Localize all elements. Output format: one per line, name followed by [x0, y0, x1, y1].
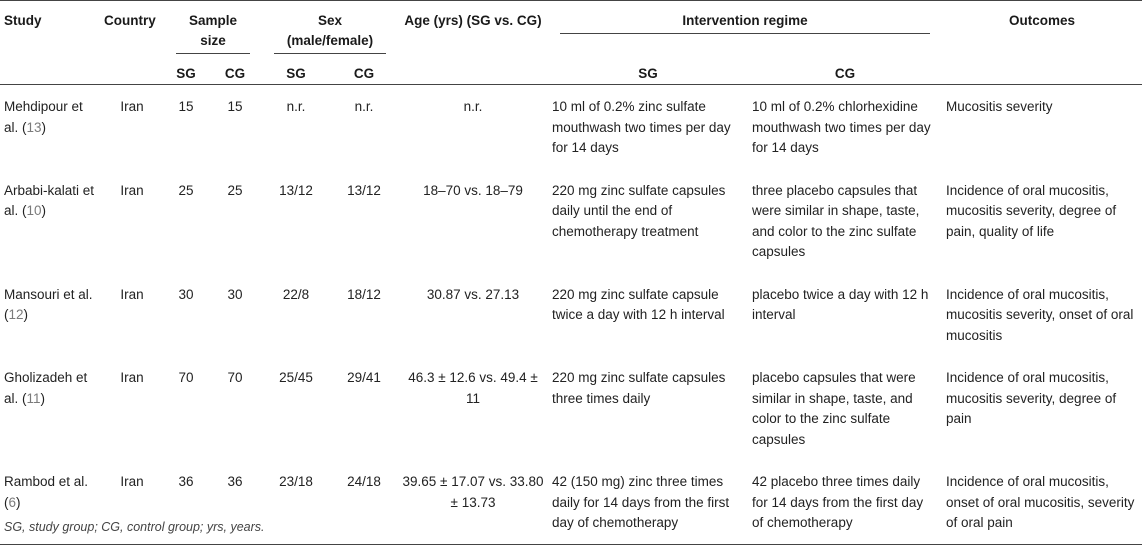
- header-outcomes: Outcomes: [1009, 13, 1076, 28]
- intervention-sg-cell: 220 mg zinc sulfate capsules three times daily: [552, 370, 726, 406]
- intervention-cg-cell: placebo capsules that were similar in shape, taste, and color to the zinc sulfate capsules: [752, 370, 916, 447]
- header-study: Study: [4, 13, 42, 28]
- age-cell: 46.3 ± 12.6 vs. 49.4 ± 11: [408, 370, 538, 406]
- table-row: [0, 169, 1142, 273]
- table-footnote: SG, study group; CG, control group; yrs, years.: [4, 520, 265, 534]
- country-cell: Iran: [120, 370, 144, 385]
- outcomes-cell: Incidence of oral mucositis, mucositis severity, degree of pain: [946, 370, 1117, 426]
- sample-sg-cell: 30: [178, 286, 194, 302]
- intervention-cg-cell: 10 ml of 0.2% chlorhexidine mouthwash two times per day for 14 days: [752, 99, 931, 155]
- table-row: [0, 356, 1142, 460]
- sex-cg-cell: 18/12: [347, 286, 381, 302]
- citation-link[interactable]: 10: [26, 203, 42, 218]
- sample-sg-cell: 15: [178, 99, 194, 114]
- header-row: [0, 1, 1142, 55]
- age-cell: n.r.: [463, 99, 483, 114]
- header-country: Country: [104, 13, 156, 28]
- intervention-cg-cell: three placebo capsules that were similar in shape, taste, and color to the zinc sulfate capsules: [752, 182, 920, 259]
- outcomes-cell: Incidence of oral mucositis, mucositis severity, degree of pain, quality of life: [946, 182, 1117, 239]
- intervention-sg-cell: 42 (150 mg) zinc three times daily for 14 days from the first day of chemotherapy: [552, 474, 730, 530]
- sex-cg-cell: 29/41: [347, 370, 381, 385]
- study-cell: Mehdipour et al. (13): [4, 99, 83, 135]
- sex-sg-cell: 25/45: [279, 370, 313, 385]
- subheader-intervention-cg: CG: [834, 66, 856, 81]
- citation-link[interactable]: 13: [26, 119, 42, 135]
- sample-cg-cell: 25: [227, 182, 243, 198]
- intervention-sg-cell: 220 mg zinc sulfate capsules daily until the end of chemotherapy treatment: [552, 182, 726, 239]
- sex-sg-cell: 23/18: [279, 474, 313, 489]
- intervention-sg-cell: 220 mg zinc sulfate capsule twice a day with 12 h interval: [552, 286, 725, 322]
- citation-link[interactable]: 12: [8, 307, 24, 322]
- sample-cg-cell: 36: [227, 474, 243, 489]
- sex-sg-cell: 22/8: [282, 286, 310, 302]
- sample-cg-cell: 15: [227, 99, 243, 114]
- intervention-cg-cell: placebo twice a day with 12 h interval: [752, 286, 929, 322]
- outcomes-cell: Incidence of oral mucositis, onset of oral mucositis, severity of oral pain: [946, 474, 1135, 530]
- citation-link[interactable]: 6: [8, 494, 17, 510]
- sample-sg-cell: 70: [178, 370, 194, 385]
- study-cell: Arbabi-kalati et al. (10): [4, 182, 95, 218]
- sample-sg-cell: 36: [178, 474, 194, 489]
- sample-cg-cell: 30: [227, 286, 243, 302]
- country-cell: Iran: [120, 182, 144, 198]
- subheader-sex-cg: CG: [353, 66, 375, 81]
- header-sex: Sex (male/female): [262, 1, 398, 55]
- study-cell: Mansouri et al. (12): [4, 286, 93, 322]
- header-age: Age (yrs) (SG vs. CG): [404, 13, 542, 28]
- sample-cg-cell: 70: [227, 370, 243, 385]
- age-cell: 30.87 vs. 27.13: [426, 286, 520, 302]
- study-cell: Gholizadeh et al. (11): [4, 370, 88, 406]
- outcomes-cell: Mucositis severity: [946, 99, 1053, 114]
- sex-cg-cell: 13/12: [347, 182, 381, 198]
- sex-cg-cell: 24/18: [347, 474, 381, 489]
- sex-sg-cell: n.r.: [286, 99, 306, 114]
- sample-sg-cell: 25: [178, 182, 194, 198]
- subheader-sex-sg: SG: [286, 66, 306, 81]
- citation-link[interactable]: 11: [26, 390, 41, 406]
- header-intervention: Intervention regime: [548, 1, 942, 55]
- country-cell: Iran: [120, 474, 144, 489]
- subheader-sample-sg: SG: [176, 66, 196, 81]
- age-cell: 18–70 vs. 18–79: [423, 182, 523, 198]
- country-cell: Iran: [120, 286, 144, 302]
- age-cell: 39.65 ± 17.07 vs. 33.80 ± 13.73: [402, 474, 544, 510]
- intervention-cg-cell: 42 placebo three times daily for 14 days from the first day of chemotherapy: [752, 474, 924, 530]
- header-sample-size: Sample size: [164, 1, 262, 55]
- outcomes-cell: Incidence of oral mucositis, mucositis severity, onset of oral mucositis: [946, 286, 1134, 343]
- sex-cg-cell: n.r.: [354, 99, 374, 114]
- intervention-sg-cell: 10 ml of 0.2% zinc sulfate mouthwash two times per day for 14 days: [552, 99, 731, 155]
- country-cell: Iran: [120, 99, 144, 114]
- table-row: [0, 85, 1142, 169]
- subheader-intervention-sg: SG: [638, 66, 658, 81]
- table-row: [0, 273, 1142, 357]
- study-cell: Rambod et al. (6): [4, 474, 89, 510]
- subheader-sample-cg: CG: [224, 66, 246, 81]
- sex-sg-cell: 13/12: [279, 182, 313, 198]
